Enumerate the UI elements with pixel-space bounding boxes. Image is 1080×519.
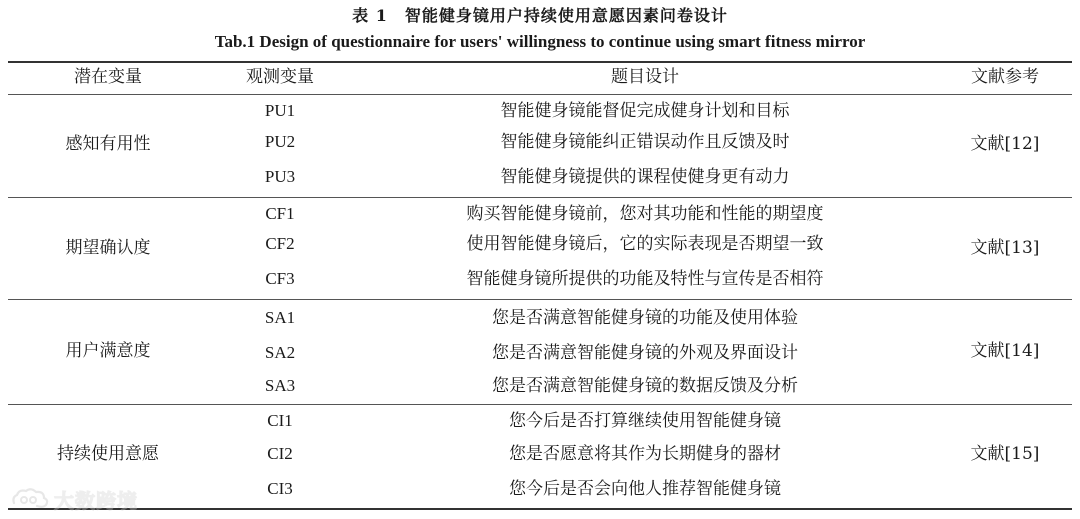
reference-cell: 文献[13] [970, 238, 1040, 258]
header-rule [8, 94, 1072, 95]
observed-code: PU3 [264, 167, 296, 186]
item-text: 智能健身镜所提供的功能及特性与宣传是否相符 [466, 269, 824, 289]
observed-code: PU2 [264, 132, 296, 151]
observed-code: CI3 [267, 479, 293, 498]
header-observed: 观测变量 [246, 67, 314, 87]
observed-code: CI2 [267, 444, 293, 463]
header-item: 题目设计 [611, 67, 679, 87]
item-text: 您今后是否会向他人推荐智能健身镜 [509, 479, 781, 499]
observed-code: CF2 [265, 234, 295, 253]
observed-code: CF1 [265, 204, 295, 223]
top-rule [8, 61, 1072, 63]
item-text: 智能健身镜能纠正错误动作且反馈及时 [500, 132, 790, 152]
reference-cell: 文献[14] [970, 341, 1040, 361]
observed-code: CF3 [265, 269, 295, 288]
latent-variable: 期望确认度 [65, 238, 151, 258]
group-rule [8, 404, 1072, 405]
item-text: 您今后是否打算继续使用智能健身镜 [509, 411, 781, 431]
latent-variable: 感知有用性 [65, 134, 151, 154]
table-title-en: Tab.1 Design of questionnaire for users' willingness to continue using smart fitness mirror [214, 32, 866, 51]
item-text: 智能健身镜提供的课程使健身更有动力 [500, 167, 790, 187]
observed-code: SA1 [264, 308, 296, 327]
cloud-logo-icon [10, 487, 50, 511]
header-latent: 潜在变量 [74, 67, 142, 87]
reference-cell: 文献[12] [970, 134, 1040, 154]
latent-variable: 用户满意度 [65, 341, 151, 361]
item-text: 使用智能健身镜后，它的实际表现是否期望一致 [466, 234, 824, 254]
observed-code: SA2 [264, 343, 296, 362]
watermark [10, 484, 138, 514]
group-rule [8, 197, 1072, 198]
bottom-rule [8, 508, 1072, 510]
item-text: 您是否愿意将其作为长期健身的器材 [509, 444, 781, 464]
observed-code: PU1 [264, 101, 296, 120]
item-text: 您是否满意智能健身镜的功能及使用体验 [492, 308, 798, 328]
reference-cell: 文献[15] [970, 444, 1040, 464]
watermark-text: 大数跨境 [54, 488, 138, 513]
item-text: 购买智能健身镜前，您对其功能和性能的期望度 [466, 204, 824, 224]
item-text: 您是否满意智能健身镜的数据反馈及分析 [492, 376, 798, 396]
group-rule [8, 299, 1072, 300]
item-text: 您是否满意智能健身镜的外观及界面设计 [492, 343, 798, 363]
observed-code: SA3 [264, 376, 296, 395]
table-title-cn: 表 1 智能健身镜用户持续使用意愿因素问卷设计 [352, 6, 728, 25]
observed-code: CI1 [267, 411, 293, 430]
latent-variable: 持续使用意愿 [57, 444, 159, 464]
item-text: 智能健身镜能督促完成健身计划和目标 [500, 101, 790, 121]
header-reference: 文献参考 [971, 67, 1039, 87]
